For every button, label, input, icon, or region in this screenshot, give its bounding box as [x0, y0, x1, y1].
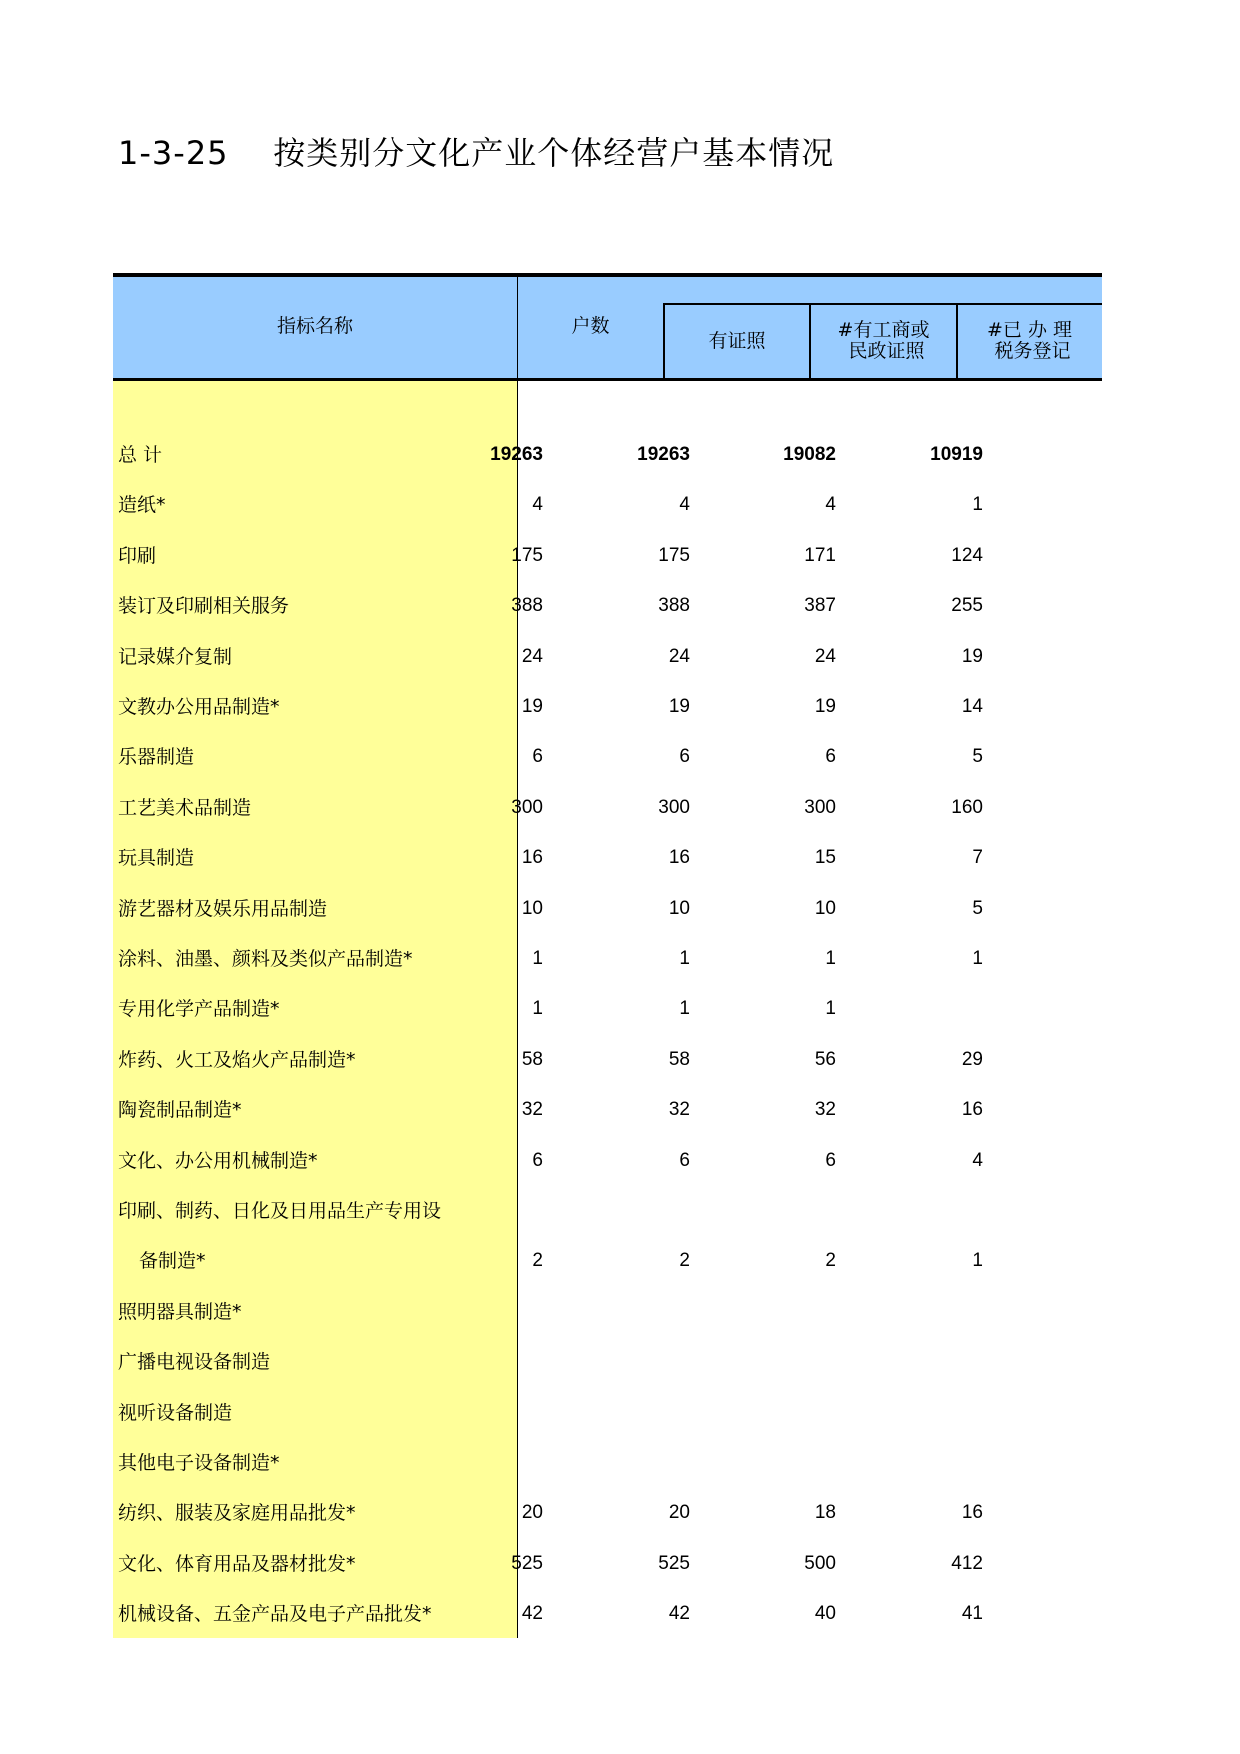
- row-label: 玩具制造: [118, 847, 195, 870]
- row-value: 14: [961, 696, 983, 717]
- table-row: [113, 833, 1102, 883]
- row-value: 1: [825, 948, 836, 969]
- table-row: [113, 1388, 1102, 1438]
- row-label: 装订及印刷相关服务: [118, 595, 290, 618]
- row-value: 10: [521, 897, 543, 919]
- table-row: [113, 1035, 1102, 1085]
- row-value: 18: [814, 1502, 836, 1524]
- table-row: [113, 934, 1102, 984]
- row-value: 4: [972, 1149, 983, 1171]
- row-label: 文化、办公用机械制造*: [118, 1149, 318, 1172]
- row-value: 500: [804, 1552, 836, 1574]
- table-row: [113, 1136, 1102, 1186]
- row-label: 总 计: [118, 444, 163, 466]
- row-value: 19263: [637, 444, 690, 465]
- row-value: 388: [658, 595, 690, 617]
- row-value: 6: [532, 1149, 543, 1171]
- row-value: 300: [804, 796, 836, 818]
- row-label: 记录媒介复制: [118, 645, 233, 668]
- subheader-rule: [664, 303, 1102, 305]
- row-label: 造纸*: [118, 494, 166, 517]
- row-value: 24: [668, 645, 690, 667]
- row-value: 19: [961, 645, 983, 667]
- row-value: 300: [658, 796, 690, 818]
- row-label: 印刷: [118, 544, 157, 567]
- row-value: 2: [679, 1250, 690, 1272]
- row-label: 游艺器材及娱乐用品制造: [118, 897, 328, 920]
- row-value: 1: [532, 998, 543, 1020]
- table-row: [113, 480, 1102, 530]
- row-value: 42: [668, 1603, 690, 1625]
- row-value: 4: [679, 494, 690, 516]
- row-value: 6: [679, 1149, 690, 1171]
- row-value: 16: [961, 1099, 983, 1121]
- row-value: 29: [961, 1048, 983, 1070]
- row-value: 160: [951, 796, 983, 818]
- row-value: 1: [679, 998, 690, 1020]
- row-value: 32: [668, 1099, 690, 1121]
- row-value: 19: [814, 696, 836, 717]
- row-value: 4: [532, 494, 543, 516]
- row-value: 5: [972, 746, 983, 768]
- row-label: 涂料、油墨、颜料及类似产品制造*: [118, 948, 413, 970]
- table-row: [113, 531, 1102, 581]
- row-value: 7: [972, 847, 983, 869]
- row-value: 42: [521, 1603, 543, 1625]
- row-value: 20: [668, 1502, 690, 1524]
- row-label: 印刷、制药、日化及日用品生产专用设: [118, 1200, 442, 1222]
- row-label: 其他电子设备制造*: [118, 1452, 280, 1474]
- row-value: 1: [972, 1250, 983, 1272]
- row-value: 175: [658, 544, 690, 566]
- row-value: 16: [668, 847, 690, 869]
- header-tax-registered: #已 办 理 税务登记: [987, 319, 1072, 362]
- row-value: 1: [972, 948, 983, 969]
- row-label: 文教办公用品制造*: [118, 696, 280, 718]
- row-value: 16: [521, 847, 543, 869]
- table-row: [113, 430, 1102, 480]
- table-row: [113, 1186, 1102, 1236]
- row-value: 15: [814, 847, 836, 869]
- row-label: 纺织、服装及家庭用品批发*: [118, 1502, 356, 1525]
- row-value: 300: [511, 796, 543, 818]
- row-value: 6: [532, 746, 543, 768]
- header-households: 户数: [571, 315, 610, 337]
- row-label: 炸药、火工及焰火产品制造*: [118, 1048, 356, 1071]
- table-row: [113, 1337, 1102, 1387]
- table-row: [113, 581, 1102, 631]
- row-value: 5: [972, 897, 983, 919]
- row-label: 文化、体育用品及器材批发*: [118, 1552, 356, 1575]
- row-value: 16: [961, 1502, 983, 1524]
- table-row: [113, 1488, 1102, 1538]
- row-value: 6: [825, 1149, 836, 1171]
- row-value: 10: [814, 897, 836, 919]
- row-label: 工艺美术品制造: [118, 796, 252, 819]
- row-value: 1: [972, 494, 983, 516]
- table-row: [113, 1438, 1102, 1488]
- row-value: 10919: [930, 444, 983, 465]
- row-value: 19082: [783, 444, 836, 465]
- row-value: 171: [804, 544, 836, 566]
- row-value: 56: [814, 1048, 836, 1070]
- row-value: 124: [951, 544, 983, 566]
- row-label: 陶瓷制品制造*: [118, 1099, 242, 1122]
- row-value: 19: [521, 696, 543, 717]
- row-value: 255: [951, 595, 983, 617]
- row-value: 40: [814, 1603, 836, 1625]
- row-value: 24: [814, 645, 836, 667]
- table-row: [113, 632, 1102, 682]
- row-label: 备制造*: [139, 1250, 206, 1273]
- row-value: 525: [511, 1552, 543, 1574]
- row-value: 6: [825, 746, 836, 768]
- table-row: [113, 732, 1102, 782]
- row-value: 20: [521, 1502, 543, 1524]
- table-row: [113, 884, 1102, 934]
- row-value: 388: [511, 595, 543, 617]
- row-value: 525: [658, 1552, 690, 1574]
- row-value: 41: [961, 1603, 983, 1625]
- row-value: 2: [532, 1250, 543, 1272]
- row-value: 4: [825, 494, 836, 516]
- row-value: 58: [668, 1048, 690, 1070]
- table-row: [113, 1236, 1102, 1286]
- row-value: 2: [825, 1250, 836, 1272]
- table-row: [113, 1589, 1102, 1639]
- table-row: [113, 984, 1102, 1034]
- row-value: 32: [521, 1099, 543, 1121]
- header-licensed: 有证照: [708, 330, 766, 352]
- row-value: 19263: [490, 444, 543, 465]
- row-value: 175: [511, 544, 543, 566]
- row-value: 387: [804, 595, 836, 617]
- table-row: [113, 682, 1102, 732]
- row-label: 广播电视设备制造: [118, 1351, 271, 1374]
- table-row: [113, 1287, 1102, 1337]
- row-value: 10: [668, 897, 690, 919]
- row-value: 1: [679, 948, 690, 969]
- row-label: 乐器制造: [118, 746, 195, 769]
- row-label: 视听设备制造: [118, 1401, 233, 1424]
- row-value: 24: [521, 645, 543, 667]
- row-value: 6: [679, 746, 690, 768]
- header-indicator-name: 指标名称: [276, 315, 353, 337]
- table-row: [113, 1539, 1102, 1589]
- row-label: 照明器具制造*: [118, 1300, 242, 1323]
- row-value: 1: [532, 948, 543, 969]
- row-label: 机械设备、五金产品及电子产品批发*: [118, 1603, 432, 1626]
- table-row: [113, 1085, 1102, 1135]
- page-title: 1-3-25 按类别分文化产业个体经营户基本情况: [118, 134, 835, 172]
- table-row: [113, 783, 1102, 833]
- row-value: 58: [521, 1048, 543, 1070]
- row-value: 1: [825, 998, 836, 1020]
- row-value: 32: [814, 1099, 836, 1121]
- row-value: 412: [951, 1552, 983, 1574]
- row-value: 19: [668, 696, 690, 717]
- header-business-license: #有工商或 民政证照: [837, 319, 930, 362]
- row-label: 专用化学产品制造*: [118, 998, 280, 1021]
